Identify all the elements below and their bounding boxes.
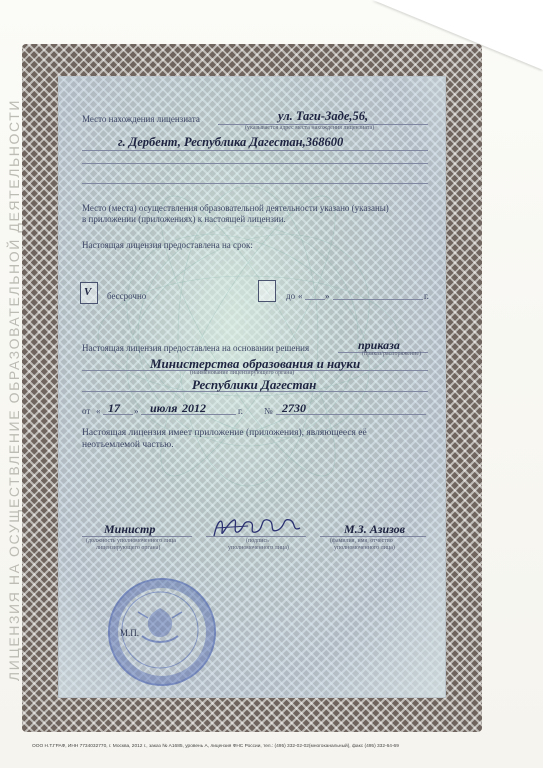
position-value: Министр	[104, 522, 156, 536]
position-hint-2: лицензирующего органа)	[96, 545, 161, 551]
name-hint-2: уполномоченного лица)	[334, 545, 395, 551]
authority-line1-value: Министерства образования и науки	[150, 356, 361, 371]
until-year-suffix: г.	[424, 291, 429, 301]
address-label: Место нахождения лицензиата	[82, 114, 200, 124]
appendix-text-2: неотъемлемой частью.	[82, 440, 174, 450]
date-quote-open: «	[96, 406, 101, 416]
activity-text-1: Место (места) осуществления образовательной деятельности указано (указаны)	[82, 203, 389, 213]
authority-line2-value: Республики Дагестан	[192, 377, 317, 392]
address-hint: (указывается адрес места нахождения лицензиата)	[245, 125, 375, 131]
until-quote-open: «	[298, 291, 303, 301]
date-quote-close: »	[134, 406, 139, 416]
address-line-2	[82, 150, 428, 151]
until-month-line	[333, 299, 423, 300]
signature-hint-1: (подпись	[246, 538, 269, 544]
name-hint-1: (фамилия, имя, отчество	[330, 538, 393, 544]
date-day: 17	[108, 401, 120, 415]
date-year: 2012	[182, 401, 206, 415]
basis-doc-hint: (приказ/распоряжение)	[362, 351, 422, 357]
name-value: М.З. Азизов	[344, 522, 406, 536]
printer-footer: ООО Н.Т.ГРАФ, ИНН 7734032770, г. Москва, 2012 г., заказ № А1685, уровень А, лицензия ФНС России, тел.: (495) 332-02-02(многоканальный), факс (495) 332-64-69	[32, 744, 399, 749]
from-label: от	[82, 406, 91, 416]
indefinite-label: бессрочно	[107, 291, 147, 301]
address-line-3	[82, 163, 428, 164]
mp-label: М.П.	[120, 628, 140, 638]
signature-hint-2: уполномоченного лица)	[228, 545, 289, 551]
appendix-text-1: Настоящая лицензия имеет приложение (приложения), являющееся её	[82, 428, 367, 438]
address-line1-value: ул. Таги-Заде,56,	[278, 109, 369, 123]
basis-label: Настоящая лицензия предоставлена на основании решения	[82, 343, 310, 353]
number-label: №	[264, 406, 273, 416]
check-mark: V	[84, 286, 92, 298]
address-line-4	[82, 183, 428, 184]
number-value: 2730	[282, 401, 306, 415]
until-checkbox	[258, 280, 276, 302]
term-label: Настоящая лицензия предоставлена на срок:	[82, 240, 253, 250]
activity-text-2: в приложении (приложениях) к настоящей лицензии.	[82, 214, 286, 224]
until-label: до	[286, 291, 296, 301]
date-year-suffix: г.	[238, 406, 243, 416]
side-vertical-title: ЛИЦЕНЗИЯ НА ОСУЩЕСТВЛЕНИЕ ОБРАЗОВАТЕЛЬНОЙ ДЕЯТЕЛЬНОСТИ	[6, 98, 22, 682]
until-day-line	[305, 299, 325, 300]
position-hint-1: (должность уполномоченного лица	[86, 538, 176, 544]
authority-hint: (наименование лицензирующего органа)	[190, 370, 295, 376]
until-quote-close: »	[325, 291, 330, 301]
address-line2-value: г. Дербент, Республика Дагестан,368600	[118, 135, 344, 149]
date-month: июля	[150, 401, 178, 415]
basis-doc-type: приказа	[358, 338, 400, 352]
